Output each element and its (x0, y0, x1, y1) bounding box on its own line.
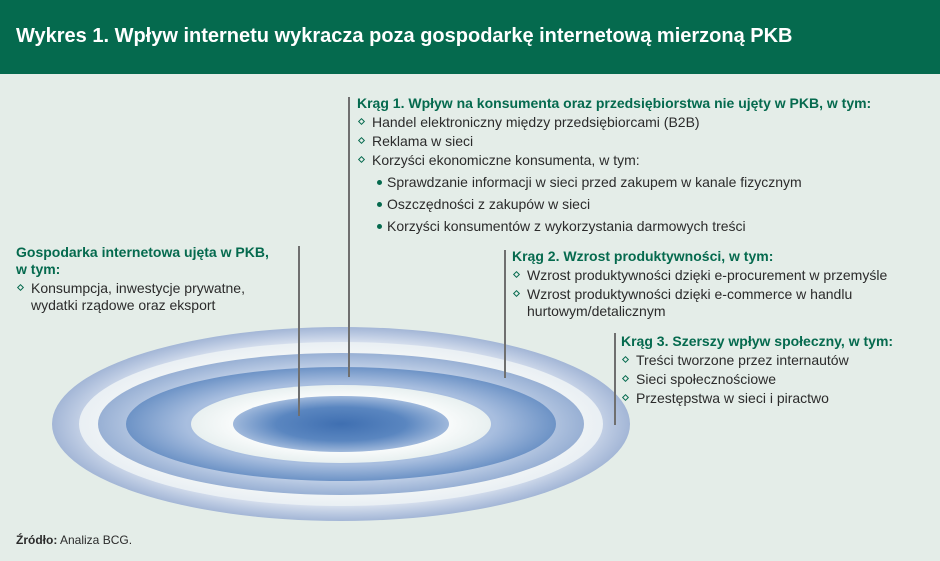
diamond-outline-icon (622, 394, 629, 401)
diamond-outline-icon (358, 156, 365, 163)
ring1-item (357, 133, 871, 150)
leader-line-ring1 (348, 97, 350, 377)
diamond-outline-icon (513, 271, 520, 278)
ring2-item (512, 286, 887, 320)
ring3-item (621, 390, 893, 407)
ring3-item (621, 352, 893, 369)
leader-line-ring2 (504, 250, 506, 378)
core-title-line1: Gospodarka internetowa ujęta w PKB, (16, 244, 269, 260)
ring1-block (357, 95, 871, 235)
diamond-outline-icon (622, 375, 629, 382)
source-label: Źródło: (16, 533, 58, 547)
ring3-item-label: Treści tworzone przez internautów (636, 352, 849, 368)
ring3-item (621, 371, 893, 388)
core-item-line2: wydatki rządowe oraz eksport (31, 297, 216, 313)
leader-line-ring3 (614, 333, 616, 425)
ring2-item-line2: hurtowym/detalicznym (527, 303, 666, 319)
ring3-block (621, 333, 893, 407)
ring2-item-label: Wzrost produktywności dzięki e-procurement w przemyśle (527, 267, 888, 283)
ring1-title: Krąg 1. Wpływ na konsumenta oraz przedsiębiorstwa nie ujęty w PKB, w tym: (357, 95, 872, 111)
ring1-sub-item-label: Sprawdzanie informacji w sieci przed zakupem w kanale fizycznym (387, 174, 802, 190)
ring1-item-label: Korzyści ekonomiczne konsumenta, w tym: (372, 152, 640, 168)
ring1-sub-item-label: Oszczędności z zakupów w sieci (387, 196, 591, 212)
diamond-outline-icon (622, 356, 629, 363)
ring3-title: Krąg 3. Szerszy wpływ społeczny, w tym: (621, 333, 894, 349)
ring2-title: Krąg 2. Wzrost produktywności, w tym: (512, 248, 774, 264)
ring1-sub-item (357, 218, 871, 235)
ring1-item (357, 114, 871, 131)
dot-icon (377, 180, 382, 185)
page-title: Wykres 1. Wpływ internetu wykracza poza gospodarkę internetową mierzoną PKB (16, 25, 793, 47)
core-ellipse (233, 396, 449, 452)
ring1-item-label: Handel elektroniczny między przedsiębiorcami (B2B) (372, 114, 700, 130)
diamond-outline-icon (513, 290, 520, 297)
diamond-outline-icon (358, 118, 365, 125)
core-item-line1: Konsumpcja, inwestycje prywatne, (31, 280, 245, 296)
ring3-item-label: Przestępstwa w sieci i piractwo (636, 390, 829, 406)
ring1-item-label: Reklama w sieci (372, 133, 474, 149)
core-item (16, 280, 269, 297)
ring3-item-label: Sieci społecznościowe (636, 371, 777, 387)
dot-icon (377, 202, 382, 207)
core-item-cont (16, 297, 269, 314)
diamond-outline-icon (358, 137, 365, 144)
ring1-sub-item (357, 174, 871, 191)
source-note (16, 533, 132, 547)
core-title-line2: w tym: (16, 261, 61, 277)
ring2-block (512, 248, 887, 320)
ring2-item-line1: Wzrost produktywności dzięki e-commerce w handlu (527, 286, 853, 302)
ring1-item (357, 152, 871, 169)
diamond-outline-icon (17, 284, 24, 291)
ring2-item (512, 267, 887, 284)
ring1-sub-item-label: Korzyści konsumentów z wykorzystania darmowych treści (387, 218, 746, 234)
dot-icon (377, 224, 382, 229)
ring1-sub-item (357, 196, 871, 213)
leader-line-core (298, 246, 300, 416)
core-block (16, 244, 269, 314)
source-text: Analiza BCG. (57, 533, 133, 547)
